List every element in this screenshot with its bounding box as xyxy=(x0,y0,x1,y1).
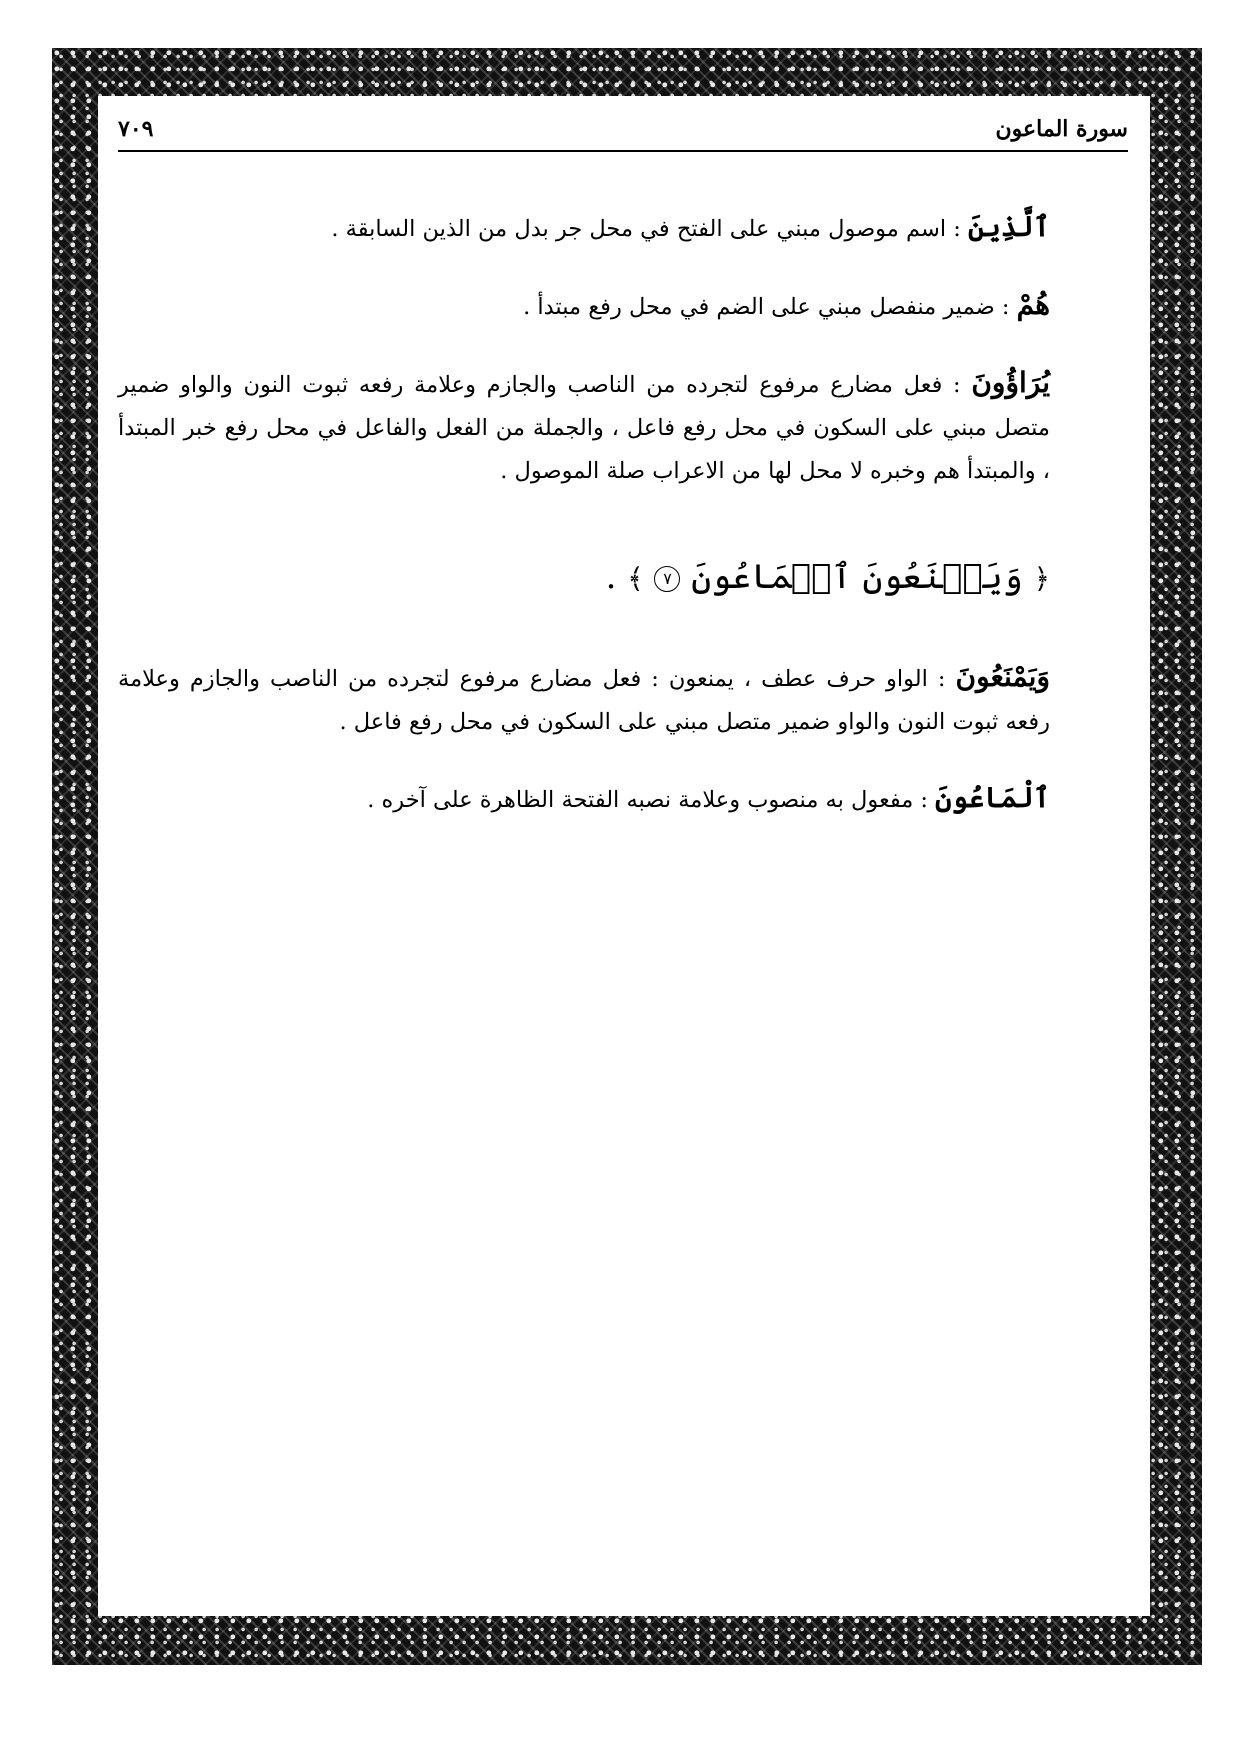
entry-alladhina xyxy=(118,205,1128,251)
entry-almaun xyxy=(118,776,1128,822)
entry-wayamnaun xyxy=(118,655,1128,744)
page-header xyxy=(118,112,1128,152)
verse-text: وَيَمۡنَعُونَ ٱلۡمَاعُونَ xyxy=(691,557,1023,597)
entry-text: : الواو حرف عطف ، يمنعون : فعل مضارع مرفوع لتجرده من الناصب والجازم وعلامة رفعه ثبوت النون والواو ضمير متصل مبني على السكون في محل رفع فاعل . xyxy=(118,666,1050,735)
entry-text: : مفعول به منصوب وعلامة نصبه الفتحة الظاهرة على آخره . xyxy=(367,787,936,813)
page-number: ٧٠٩ xyxy=(118,116,154,142)
entry-term: وَيَمْنَعُونَ xyxy=(955,660,1050,693)
entry-text: : فعل مضارع مرفوع لتجرده من الناصب والجازم وعلامة رفعه ثبوت النون والواو ضمير متصل مبني على السكون في محل رفع فاعل ، والجملة من الفعل والفاعل في محل رفع خبر المبتدأ ، والمبتدأ هم وخبره لا محل لها من الاعراب صلة الموصول . xyxy=(118,372,1050,484)
entry-term: يُرَاؤُونَ xyxy=(971,366,1050,399)
entry-term: ٱلْمَاعُونَ xyxy=(935,781,1050,814)
entry-term: هُمْ xyxy=(1016,288,1050,321)
quran-verse xyxy=(118,553,1128,603)
entry-hum xyxy=(118,283,1128,329)
entry-text: : اسم موصول مبني على الفتح في محل جر بدل من الذين السابقة . xyxy=(331,216,968,242)
ayah-number: ٧ xyxy=(654,566,680,592)
entry-text: : ضمير منفصل مبني على الضم في محل رفع مبتدأ . xyxy=(523,294,1017,320)
page-content xyxy=(118,205,1128,854)
ornate-bracket-open: ﴿ xyxy=(1033,562,1050,595)
entry-term: ٱلَّذِينَ xyxy=(967,210,1050,243)
entry-yuraaun xyxy=(118,361,1128,493)
verse-end: . xyxy=(605,557,628,597)
ornate-bracket-close: ﴾ xyxy=(627,562,644,595)
chapter-title: سورة الماعون xyxy=(995,116,1128,142)
